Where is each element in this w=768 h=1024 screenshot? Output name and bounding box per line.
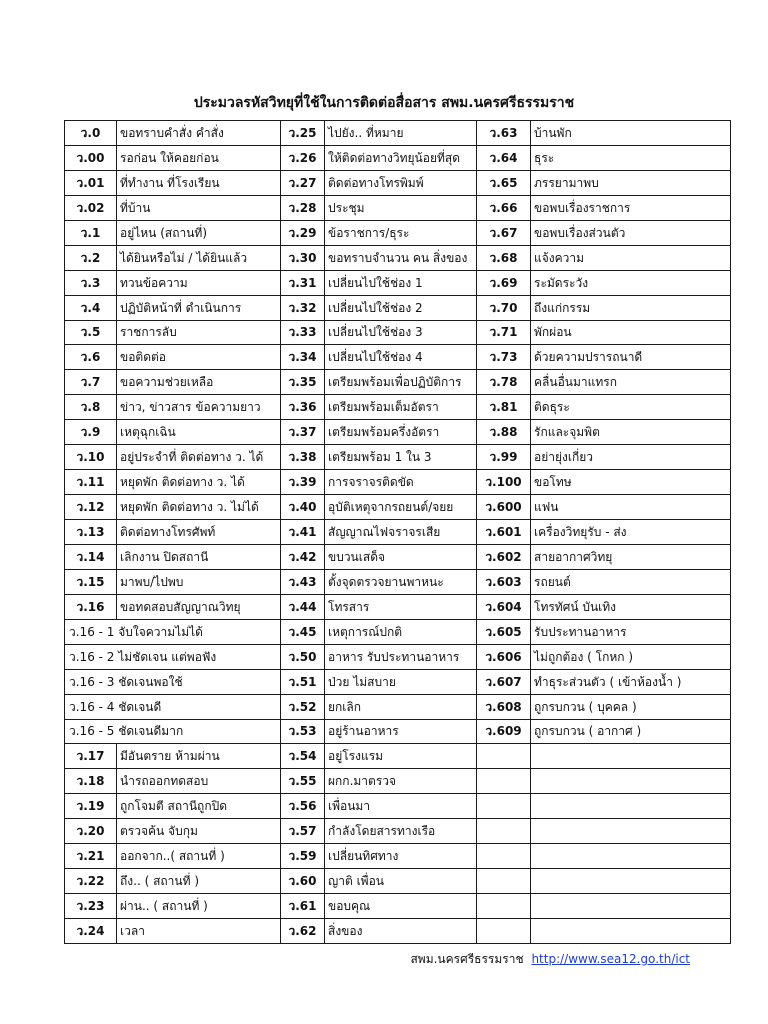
meaning-cell: เหตุฉุกเฉิน <box>117 420 281 445</box>
meaning-cell: กำลังโดยสารทางเรือ <box>325 819 477 844</box>
code-cell: ว.20 <box>65 819 117 844</box>
code-cell <box>477 769 531 794</box>
code-cell: ว.70 <box>477 295 531 320</box>
meaning-cell: ติดธุระ <box>531 395 731 420</box>
table-row <box>65 869 731 894</box>
table-row <box>65 270 731 295</box>
table-row <box>65 121 731 146</box>
code-cell: ว.62 <box>281 919 325 944</box>
table-row <box>65 544 731 569</box>
meaning-cell: ขอทราบคำสั่ง คำสั่ง <box>117 121 281 146</box>
code-cell: ว.63 <box>477 121 531 146</box>
meaning-cell: ด้วยความปรารถนาดี <box>531 345 731 370</box>
code-cell: ว.39 <box>281 470 325 495</box>
code-cell: ว.604 <box>477 594 531 619</box>
meaning-cell: ไปยัง.. ที่หมาย <box>325 121 477 146</box>
meaning-cell: ขอพบเรื่องส่วนตัว <box>531 220 731 245</box>
code-cell: ว.00 <box>65 145 117 170</box>
meaning-cell <box>531 794 731 819</box>
code-cell: ว.26 <box>281 145 325 170</box>
meaning-cell: ถึง.. ( สถานที่ ) <box>117 869 281 894</box>
code-cell: ว.56 <box>281 794 325 819</box>
code-cell: ว.44 <box>281 594 325 619</box>
code-cell: ว.60 <box>281 869 325 894</box>
code-cell: ว.69 <box>477 270 531 295</box>
code-cell: ว.41 <box>281 520 325 545</box>
code-cell: ว.15 <box>65 569 117 594</box>
code-cell: ว.603 <box>477 569 531 594</box>
table-row <box>65 569 731 594</box>
meaning-cell: โทรทัศน์ บันเทิง <box>531 594 731 619</box>
meaning-cell: ระมัดระวัง <box>531 270 731 295</box>
code-cell: ว.78 <box>477 370 531 395</box>
meaning-cell: ราชการลับ <box>117 320 281 345</box>
code-cell: ว.99 <box>477 445 531 470</box>
meaning-cell: เปลี่ยนทิศทาง <box>325 844 477 869</box>
code-cell: ว.23 <box>65 894 117 919</box>
meaning-cell: เหตุการณ์ปกติ <box>325 619 477 644</box>
meaning-cell: อาหาร รับประทานอาหาร <box>325 644 477 669</box>
meaning-cell: ผกก.มาตรวจ <box>325 769 477 794</box>
meaning-cell: เตรียมพร้อม 1 ใน 3 <box>325 445 477 470</box>
meaning-cell: ถูกรบกวน ( อากาศ ) <box>531 719 731 744</box>
table-row <box>65 320 731 345</box>
table-row <box>65 919 731 944</box>
code-cell: ว.22 <box>65 869 117 894</box>
meaning-cell: เปลี่ยนไปใช้ช่อง 1 <box>325 270 477 295</box>
code-cell: ว.17 <box>65 744 117 769</box>
code-cell: ว.32 <box>281 295 325 320</box>
meaning-cell <box>531 819 731 844</box>
code-cell: ว.7 <box>65 370 117 395</box>
table-row <box>65 495 731 520</box>
meaning-cell: ป่วย ไม่สบาย <box>325 669 477 694</box>
table-row <box>65 245 731 270</box>
sub-code-cell: ว.16 - 1 จับใจความไม่ได้ <box>65 619 281 644</box>
meaning-cell: หยุดพัก ติดต่อทาง ว. ได้ <box>117 470 281 495</box>
code-cell: ว.13 <box>65 520 117 545</box>
code-cell: ว.0 <box>65 121 117 146</box>
meaning-cell: ผ่าน.. ( สถานที่ ) <box>117 894 281 919</box>
document-title: ประมวลรหัสวิทยุที่ใช้ในการติดต่อสื่อสาร สพม.นครศรีธรรมราช <box>193 95 575 111</box>
code-cell: ว.5 <box>65 320 117 345</box>
code-cell: ว.608 <box>477 694 531 719</box>
meaning-cell: รักและจุมพิต <box>531 420 731 445</box>
meaning-cell: โทรสาร <box>325 594 477 619</box>
table-row <box>65 644 731 669</box>
radio-code-table <box>64 120 731 944</box>
code-cell: ว.51 <box>281 669 325 694</box>
meaning-cell: อยู่ไหน (สถานที่) <box>117 220 281 245</box>
meaning-cell: ข่าว, ข่าวสาร ข้อความยาว <box>117 395 281 420</box>
meaning-cell: อุบัติเหตุจากรถยนต์/จยย <box>325 495 477 520</box>
meaning-cell: ตรวจค้น จับกุม <box>117 819 281 844</box>
meaning-cell: เปลี่ยนไปใช้ช่อง 3 <box>325 320 477 345</box>
code-cell: ว.33 <box>281 320 325 345</box>
meaning-cell: ทวนข้อความ <box>117 270 281 295</box>
meaning-cell: ธุระ <box>531 145 731 170</box>
meaning-cell: แฟน <box>531 495 731 520</box>
meaning-cell: ประชุม <box>325 195 477 220</box>
code-cell: ว.24 <box>65 919 117 944</box>
code-cell: ว.19 <box>65 794 117 819</box>
meaning-cell: ให้ติดต่อทางวิทยุน้อยที่สุด <box>325 145 477 170</box>
meaning-cell: สัญญาณไฟจราจรเสีย <box>325 520 477 545</box>
code-cell: ว.38 <box>281 445 325 470</box>
code-cell: ว.53 <box>281 719 325 744</box>
meaning-cell: ขอความช่วยเหลือ <box>117 370 281 395</box>
meaning-cell: รับประทานอาหาร <box>531 619 731 644</box>
code-cell: ว.01 <box>65 170 117 195</box>
table-row <box>65 470 731 495</box>
code-cell: ว.81 <box>477 395 531 420</box>
sub-code-cell: ว.16 - 5 ชัดเจนดีมาก <box>65 719 281 744</box>
code-cell: ว.54 <box>281 744 325 769</box>
table-row <box>65 769 731 794</box>
meaning-cell: มีอันตราย ห้ามผ่าน <box>117 744 281 769</box>
code-cell: ว.35 <box>281 370 325 395</box>
code-cell: ว.602 <box>477 544 531 569</box>
code-cell: ว.42 <box>281 544 325 569</box>
code-cell: ว.8 <box>65 395 117 420</box>
sub-code-cell: ว.16 - 4 ชัดเจนดี <box>65 694 281 719</box>
code-cell: ว.59 <box>281 844 325 869</box>
code-cell: ว.66 <box>477 195 531 220</box>
code-cell: ว.61 <box>281 894 325 919</box>
code-cell: ว.64 <box>477 145 531 170</box>
code-cell: ว.600 <box>477 495 531 520</box>
code-cell <box>477 919 531 944</box>
meaning-cell: บ้านพัก <box>531 121 731 146</box>
meaning-cell: ติดต่อทางโทรพิมพ์ <box>325 170 477 195</box>
meaning-cell: ถูกโจมตี สถานีถูกปิด <box>117 794 281 819</box>
code-cell: ว.36 <box>281 395 325 420</box>
table-row <box>65 445 731 470</box>
code-cell: ว.14 <box>65 544 117 569</box>
code-cell: ว.50 <box>281 644 325 669</box>
code-cell: ว.27 <box>281 170 325 195</box>
meaning-cell: ภรรยามาพบ <box>531 170 731 195</box>
code-cell: ว.3 <box>65 270 117 295</box>
code-cell: ว.88 <box>477 420 531 445</box>
meaning-cell: ติดต่อทางโทรศัพท์ <box>117 520 281 545</box>
meaning-cell: ถึงแก่กรรม <box>531 295 731 320</box>
meaning-cell: สายอากาศวิทยุ <box>531 544 731 569</box>
meaning-cell: เตรียมพร้อมเต็มอัตรา <box>325 395 477 420</box>
table-row <box>65 719 731 744</box>
code-cell <box>477 844 531 869</box>
meaning-cell <box>531 919 731 944</box>
meaning-cell: การจราจรติดขัด <box>325 470 477 495</box>
meaning-cell: ขอบคุณ <box>325 894 477 919</box>
code-cell: ว.31 <box>281 270 325 295</box>
meaning-cell: ตั้งจุดตรวจยานพาหนะ <box>325 569 477 594</box>
code-cell: ว.605 <box>477 619 531 644</box>
table-row <box>65 520 731 545</box>
code-cell: ว.45 <box>281 619 325 644</box>
meaning-cell: เปลี่ยนไปใช้ช่อง 4 <box>325 345 477 370</box>
code-cell: ว.16 <box>65 594 117 619</box>
code-cell <box>477 819 531 844</box>
table-row <box>65 594 731 619</box>
code-cell: ว.30 <box>281 245 325 270</box>
meaning-cell: เวลา <box>117 919 281 944</box>
meaning-cell: ที่บ้าน <box>117 195 281 220</box>
meaning-cell: เตรียมพร้อมครึ่งอัตรา <box>325 420 477 445</box>
table-row <box>65 220 731 245</box>
meaning-cell: ยกเลิก <box>325 694 477 719</box>
meaning-cell: ทำธุระส่วนตัว ( เข้าห้องน้ำ ) <box>531 669 731 694</box>
meaning-cell: ได้ยินหรือไม่ / ได้ยินแล้ว <box>117 245 281 270</box>
code-cell: ว.9 <box>65 420 117 445</box>
meaning-cell: เพื่อนมา <box>325 794 477 819</box>
meaning-cell: อย่ายุ่งเกี่ยว <box>531 445 731 470</box>
meaning-cell: ไม่ถูกต้อง ( โกหก ) <box>531 644 731 669</box>
code-cell: ว.100 <box>477 470 531 495</box>
code-cell: ว.57 <box>281 819 325 844</box>
table-row <box>65 345 731 370</box>
meaning-cell <box>531 844 731 869</box>
code-cell: ว.10 <box>65 445 117 470</box>
code-cell: ว.12 <box>65 495 117 520</box>
table-row <box>65 295 731 320</box>
code-cell: ว.606 <box>477 644 531 669</box>
table-row <box>65 669 731 694</box>
table-row <box>65 794 731 819</box>
meaning-cell: เตรียมพร้อมเพื่อปฏิบัติการ <box>325 370 477 395</box>
sub-code-cell: ว.16 - 3 ชัดเจนพอใช้ <box>65 669 281 694</box>
meaning-cell <box>531 769 731 794</box>
code-cell: ว.52 <box>281 694 325 719</box>
code-cell: ว.55 <box>281 769 325 794</box>
sub-code-cell: ว.16 - 2 ไม่ชัดเจน แต่พอฟัง <box>65 644 281 669</box>
code-cell: ว.25 <box>281 121 325 146</box>
table-row <box>65 844 731 869</box>
code-cell: ว.68 <box>477 245 531 270</box>
code-cell <box>477 794 531 819</box>
meaning-cell: อยู่ร้านอาหาร <box>325 719 477 744</box>
code-cell: ว.21 <box>65 844 117 869</box>
meaning-cell: ปฏิบัติหน้าที่ ดำเนินการ <box>117 295 281 320</box>
code-cell <box>477 869 531 894</box>
code-cell: ว.43 <box>281 569 325 594</box>
table-row <box>65 195 731 220</box>
meaning-cell: พักผ่อน <box>531 320 731 345</box>
code-cell: ว.2 <box>65 245 117 270</box>
meaning-cell: ขอทราบจำนวน คน สิ่งของ <box>325 245 477 270</box>
meaning-cell: อยู่ประจำที่ ติดต่อทาง ว. ได้ <box>117 445 281 470</box>
code-cell: ว.65 <box>477 170 531 195</box>
meaning-cell: ถูกรบกวน ( บุคคล ) <box>531 694 731 719</box>
code-cell: ว.67 <box>477 220 531 245</box>
code-cell: ว.28 <box>281 195 325 220</box>
table-row <box>65 744 731 769</box>
meaning-cell: ออกจาก..( สถานที่ ) <box>117 844 281 869</box>
meaning-cell: รถยนต์ <box>531 569 731 594</box>
meaning-cell: ขอโทษ <box>531 470 731 495</box>
meaning-cell: เลิกงาน ปิดสถานี <box>117 544 281 569</box>
meaning-cell: ขอทดสอบสัญญาณวิทยุ <box>117 594 281 619</box>
meaning-cell: เปลี่ยนไปใช้ช่อง 2 <box>325 295 477 320</box>
meaning-cell: ที่ทำงาน ที่โรงเรียน <box>117 170 281 195</box>
meaning-cell: เครื่องวิทยุรับ - ส่ง <box>531 520 731 545</box>
meaning-cell <box>531 869 731 894</box>
meaning-cell: นำรถออกทดสอบ <box>117 769 281 794</box>
table-row <box>65 894 731 919</box>
table-row <box>65 395 731 420</box>
meaning-cell: ข้อราชการ/ธุระ <box>325 220 477 245</box>
code-cell: ว.607 <box>477 669 531 694</box>
meaning-cell: หยุดพัก ติดต่อทาง ว. ไม่ได้ <box>117 495 281 520</box>
table-row <box>65 619 731 644</box>
code-cell: ว.34 <box>281 345 325 370</box>
code-cell: ว.1 <box>65 220 117 245</box>
meaning-cell: แจ้งความ <box>531 245 731 270</box>
meaning-cell: รอก่อน ให้คอยก่อน <box>117 145 281 170</box>
table-row <box>65 694 731 719</box>
meaning-cell: ขอพบเรื่องราชการ <box>531 195 731 220</box>
code-cell <box>477 894 531 919</box>
code-cell: ว.4 <box>65 295 117 320</box>
meaning-cell: คลื่นอื่นมาแทรก <box>531 370 731 395</box>
code-cell: ว.73 <box>477 345 531 370</box>
meaning-cell: มาพบ/ไปพบ <box>117 569 281 594</box>
code-cell: ว.29 <box>281 220 325 245</box>
code-cell: ว.02 <box>65 195 117 220</box>
code-cell: ว.71 <box>477 320 531 345</box>
table-row <box>65 420 731 445</box>
meaning-cell: ขอติดต่อ <box>117 345 281 370</box>
meaning-cell <box>531 894 731 919</box>
code-cell: ว.11 <box>65 470 117 495</box>
meaning-cell: สิ่งของ <box>325 919 477 944</box>
code-cell <box>477 744 531 769</box>
code-cell: ว.40 <box>281 495 325 520</box>
code-cell: ว.609 <box>477 719 531 744</box>
table-row <box>65 170 731 195</box>
meaning-cell: ขบวนเสด็จ <box>325 544 477 569</box>
meaning-cell: อยู่โรงแรม <box>325 744 477 769</box>
footer <box>0 950 690 969</box>
code-cell: ว.601 <box>477 520 531 545</box>
meaning-cell: ญาติ เพื่อน <box>325 869 477 894</box>
footer-link[interactable]: http://www.sea12.go.th/ict <box>531 952 690 966</box>
code-cell: ว.37 <box>281 420 325 445</box>
code-cell: ว.6 <box>65 345 117 370</box>
table-row <box>65 145 731 170</box>
code-cell: ว.18 <box>65 769 117 794</box>
table-row <box>65 819 731 844</box>
table-row <box>65 370 731 395</box>
footer-org: สพม.นครศรีธรรมราช <box>410 952 524 966</box>
meaning-cell <box>531 744 731 769</box>
